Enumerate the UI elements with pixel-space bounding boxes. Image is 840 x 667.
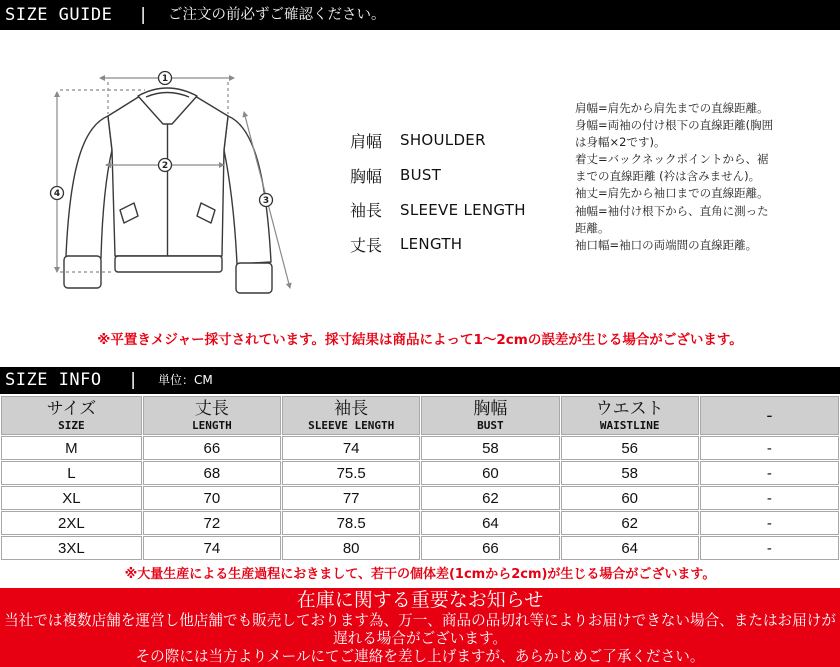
table-row <box>1 511 839 535</box>
size-table <box>0 395 840 561</box>
size-info-title: SIZE INFO <box>5 370 102 390</box>
sleeve-cell: 78.5 <box>282 511 420 535</box>
marker-sleeve-number: 3 <box>262 196 270 207</box>
measure-label-jp: 肩幅 <box>350 131 383 151</box>
size-guide-header-bar <box>0 0 840 30</box>
measure-label-sleeve <box>350 192 565 227</box>
measure-label-en: SHOULDER <box>400 131 486 150</box>
bust-cell: 58 <box>421 436 559 460</box>
size-guide-title: SIZE GUIDE <box>5 5 113 25</box>
bust-cell: 64 <box>421 511 559 535</box>
extra-cell: - <box>700 511 839 535</box>
explanation-line: 袖丈=肩先から袖口までの直線距離。 <box>575 186 769 201</box>
length-cell: 74 <box>143 536 281 560</box>
header-en: WAISTLINE <box>599 419 660 432</box>
jacket-illustration <box>64 88 272 293</box>
production-note: ※大量生産による生産過程におきまして、若干の個体差(1cmから2cm)が生じる場合がございます。 <box>124 567 716 582</box>
table-row <box>1 536 839 560</box>
hem-rib <box>115 256 222 272</box>
measure-label-length <box>350 227 565 262</box>
header-notice: ご注文の前必ずご確認ください。 <box>168 7 386 23</box>
stock-notice <box>0 588 840 667</box>
table-header-row <box>1 396 839 435</box>
extra-cell: - <box>700 536 839 560</box>
measure-label-shoulder <box>350 123 565 158</box>
waist-cell: 64 <box>561 536 699 560</box>
measure-label-en: LENGTH <box>400 235 463 254</box>
extra-cell: - <box>700 436 839 460</box>
explanation-line: 肩幅=肩先から肩先までの直線距離。 <box>575 101 769 115</box>
explanation-line: 距離。 <box>575 220 610 235</box>
explanation-line: 着丈=バックネックポイントから、裾 <box>575 152 769 167</box>
marker-length-number: 4 <box>53 189 61 200</box>
marker-length <box>51 187 64 200</box>
header-separator: | <box>138 5 149 25</box>
size-info-bar <box>0 367 840 394</box>
header-en: LENGTH <box>192 419 232 432</box>
size-info-separator: | <box>128 370 139 390</box>
explanation-line: は身幅×2です)。 <box>575 135 666 150</box>
stock-notice-title: 在庫に関する重要なお知らせ <box>296 589 544 611</box>
marker-bust <box>159 159 172 172</box>
size-info-unit: 単位：CM <box>158 373 213 387</box>
stock-notice-contact: その際には当方よりメールにてご連絡を差し上げますが、あらかじめご了承ください。 <box>135 648 705 665</box>
header-cell-size <box>1 396 142 435</box>
size-cell: M <box>1 436 142 460</box>
length-cell: 72 <box>143 511 281 535</box>
size-cell: L <box>1 461 142 485</box>
marker-shoulder-number: 1 <box>161 74 169 85</box>
sleeve-cell: 80 <box>282 536 420 560</box>
header-jp: サイズ <box>46 399 97 419</box>
measure-label-jp: 袖長 <box>350 201 383 221</box>
right-cuff <box>236 263 272 293</box>
table-row <box>1 486 839 510</box>
jacket-diagram <box>0 30 340 330</box>
marker-sleeve <box>260 194 273 207</box>
waist-cell: 56 <box>561 436 699 460</box>
header-en: BUST <box>477 419 504 432</box>
length-cell: 68 <box>143 461 281 485</box>
measure-label-jp: 丈長 <box>350 235 383 255</box>
size-cell: XL <box>1 486 142 510</box>
extra-cell: - <box>700 486 839 510</box>
header-cell-extra <box>700 396 839 435</box>
sleeve-cell: 75.5 <box>282 461 420 485</box>
marker-bust-number: 2 <box>161 161 169 172</box>
explanation-line: 袖口幅=袖口の両端間の直線距離。 <box>575 237 758 252</box>
sleeve-cell: 77 <box>282 486 420 510</box>
explanation-line: 袖幅=袖付け根下から、直角に測った <box>575 203 769 218</box>
length-cell: 66 <box>143 436 281 460</box>
measurement-explanation <box>575 100 830 254</box>
length-cell: 70 <box>143 486 281 510</box>
waist-cell: 60 <box>561 486 699 510</box>
header-cell-sleeve <box>282 396 420 435</box>
header-jp: 袖長 <box>334 399 369 419</box>
bust-cell: 60 <box>421 461 559 485</box>
left-cuff <box>64 256 101 288</box>
sleeve-cell: 74 <box>282 436 420 460</box>
measure-label-en: SLEEVE LENGTH <box>400 200 526 219</box>
header-cell-bust <box>421 396 559 435</box>
header-cell-length <box>143 396 281 435</box>
bust-cell: 66 <box>421 536 559 560</box>
measurement-note: ※平置きメジャー採寸されています。採寸結果は商品によって1～2cmの誤差が生じる場合がございます。 <box>97 332 743 348</box>
left-sleeve <box>66 116 112 258</box>
header-en: SLEEVE LENGTH <box>308 419 395 432</box>
measure-label-jp: 胸幅 <box>350 166 383 186</box>
extra-cell: - <box>700 461 839 485</box>
stock-notice-body: 当社では複数店舗を運営し他店舗でも販売しております為、万一、商品の品切れ等によりお届けできない場合、またはお届けが遅れる場合がございます。 <box>4 612 836 647</box>
measure-label-bust <box>350 158 565 193</box>
measure-label-en: BUST <box>400 166 442 185</box>
header-jp: 胸幅 <box>473 399 508 419</box>
explanation-line: までの直線距離 (衿は含みません)。 <box>575 169 761 184</box>
header-en: SIZE <box>58 419 85 432</box>
measurement-labels <box>350 123 565 262</box>
bust-cell: 62 <box>421 486 559 510</box>
header-jp: - <box>766 405 773 426</box>
table-row <box>1 436 839 460</box>
waist-cell: 58 <box>561 461 699 485</box>
marker-shoulder <box>159 72 172 85</box>
table-row <box>1 461 839 485</box>
size-cell: 3XL <box>1 536 142 560</box>
size-cell: 2XL <box>1 511 142 535</box>
header-cell-waist <box>561 396 699 435</box>
explanation-line: 身幅=両袖の付け根下の直線距離(胸囲 <box>575 118 774 133</box>
header-jp: ウエスト <box>595 399 664 419</box>
header-jp: 丈長 <box>194 399 229 419</box>
waist-cell: 62 <box>561 511 699 535</box>
